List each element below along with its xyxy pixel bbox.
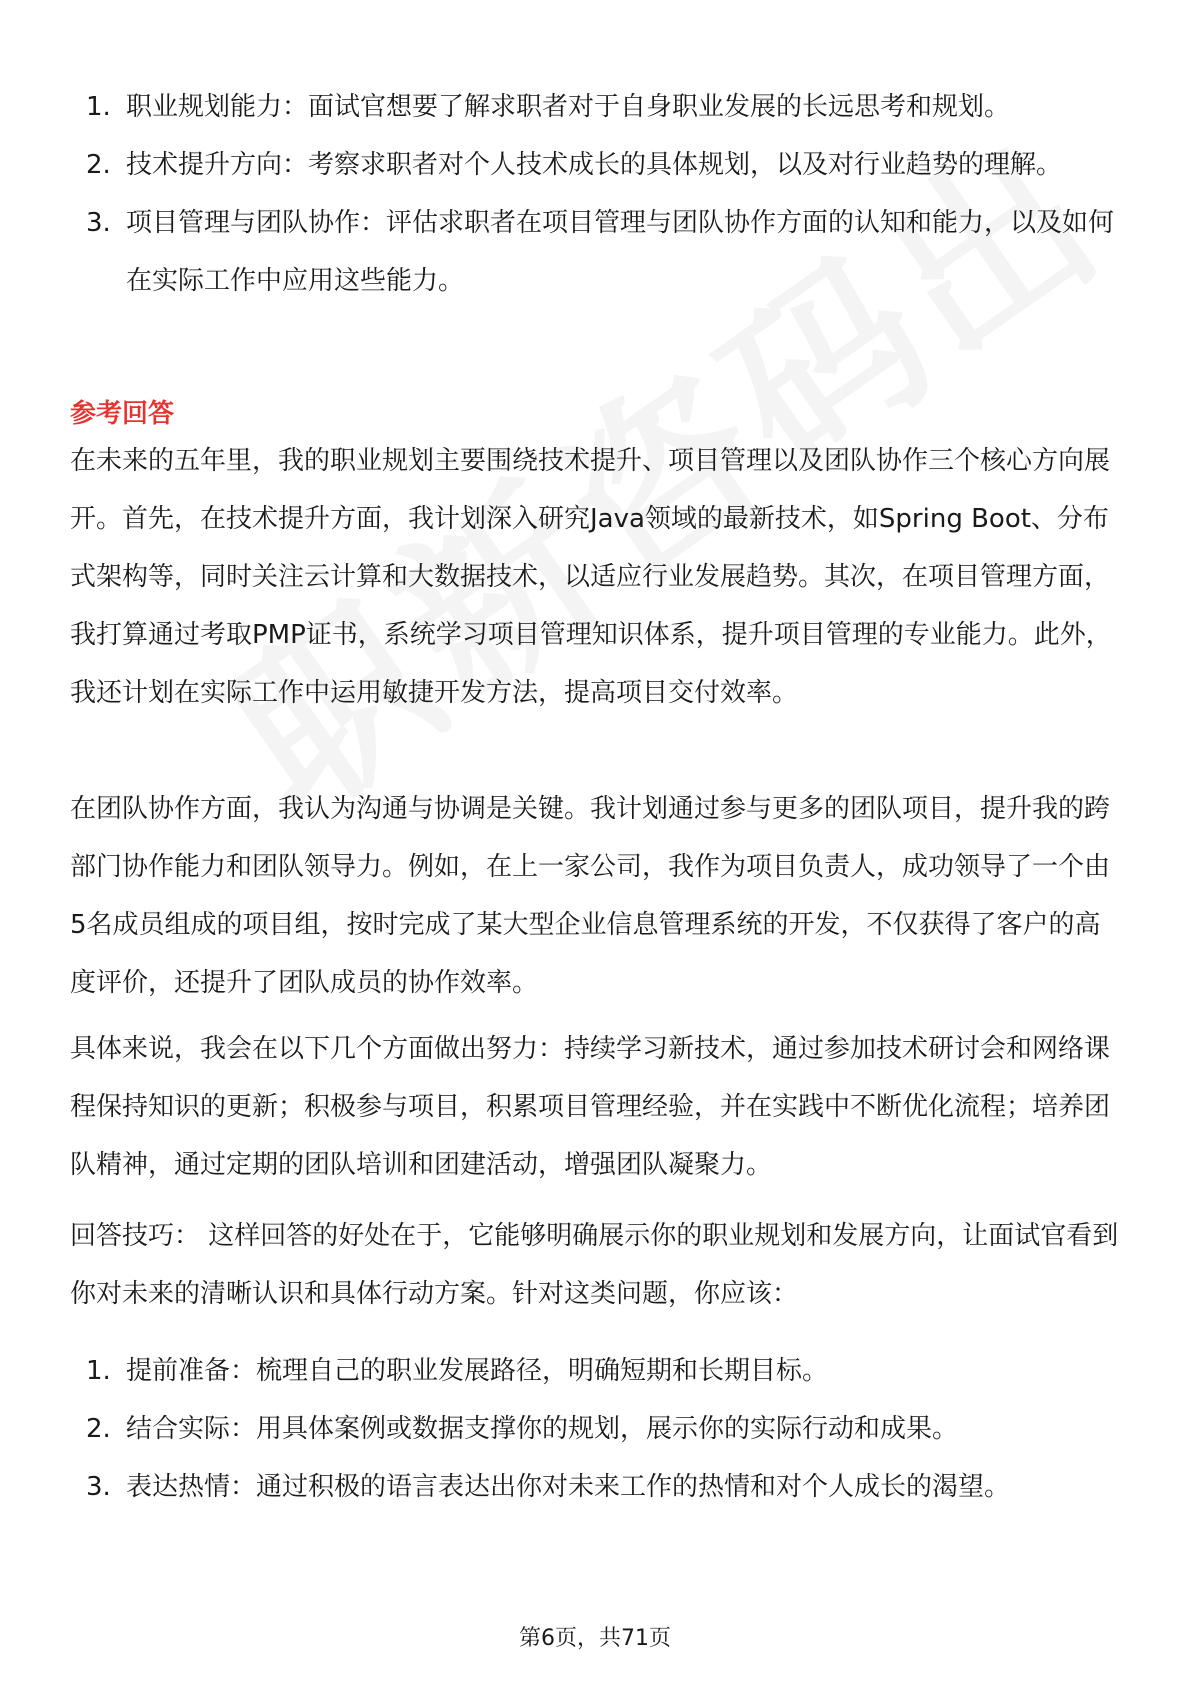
answer-paragraph: 在团队协作方面，我认为沟通与协调是关键。我计划通过参与更多的团队项目，提升我的跨部门协作能力和团队领导力。例如，在上一家公司，我作为项目负责人，成功领导了一个由5名成员组成的项目组，按时完成了某大型企业信息管理系统的开发，不仅获得了客户的高度评价，还提升了团队成员的协作效率。	[70, 794, 1111, 998]
answer-paragraph: 具体来说，我会在以下几个方面做出努力：持续学习新技术，通过参加技术研讨会和网络课程保持知识的更新；积极参与项目，积累项目管理经验，并在实践中不断优化流程；培养团队精神，通过定期的团队培训和团建活动，增强团队凝聚力。	[70, 1034, 1111, 1180]
list-number: 1.	[86, 92, 111, 122]
list-item-text: 结合实际：用具体案例或数据支撑你的规划，展示你的实际行动和成果。	[126, 1414, 959, 1444]
list-item-text: 提前准备：梳理自己的职业发展路径，明确短期和长期目标。	[126, 1356, 829, 1386]
list-item	[70, 1458, 1120, 1516]
list-number: 3.	[86, 1472, 111, 1502]
list-number: 2.	[86, 150, 111, 180]
list-item	[70, 78, 1120, 136]
tips-list	[70, 1342, 1120, 1516]
list-number: 1.	[86, 1356, 111, 1386]
page-footer: 第6页，共71页	[519, 1626, 671, 1651]
list-item-text: 技术提升方向：考察求职者对个人技术成长的具体规划，以及对行业趋势的理解。	[126, 150, 1063, 180]
list-item	[70, 136, 1120, 194]
list-number: 2.	[86, 1414, 111, 1444]
answer-paragraph: 在未来的五年里，我的职业规划主要围绕技术提升、项目管理以及团队协作三个核心方向展开。首先，在技术提升方面，我计划深入研究Java领域的最新技术，如Spring Boot、分布式架构等，同时关注云计算和大数据技术，以适应行业发展趋势。其次，在项目管理方面，我打算通过考取PMP证书，系统学习项目管理知识体系，提升项目管理的专业能力。此外，我还计划在实际工作中运用敏捷开发方法，提高项目交付效率。	[70, 446, 1112, 708]
list-item-text: 职业规划能力：面试官想要了解求职者对于自身职业发展的长远思考和规划。	[126, 92, 1011, 122]
list-item-text: 表达热情：通过积极的语言表达出你对未来工作的热情和对个人成长的渴望。	[126, 1472, 1011, 1502]
section-heading: 参考回答	[70, 399, 175, 429]
list-number: 3.	[86, 208, 111, 238]
list-item	[70, 1400, 1120, 1458]
tips-paragraph: 回答技巧： 这样回答的好处在于，它能够明确展示你的职业规划和发展方向，让面试官看到你对未来的清晰认识和具体行动方案。针对这类问题，你应该：	[70, 1221, 1119, 1309]
list-item-text: 项目管理与团队协作：评估求职者在项目管理与团队协作方面的认知和能力，以及如何在实际工作中应用这些能力。	[126, 208, 1115, 296]
list-item	[70, 194, 1120, 310]
list-item	[70, 1342, 1120, 1400]
requirements-list	[70, 78, 1120, 310]
